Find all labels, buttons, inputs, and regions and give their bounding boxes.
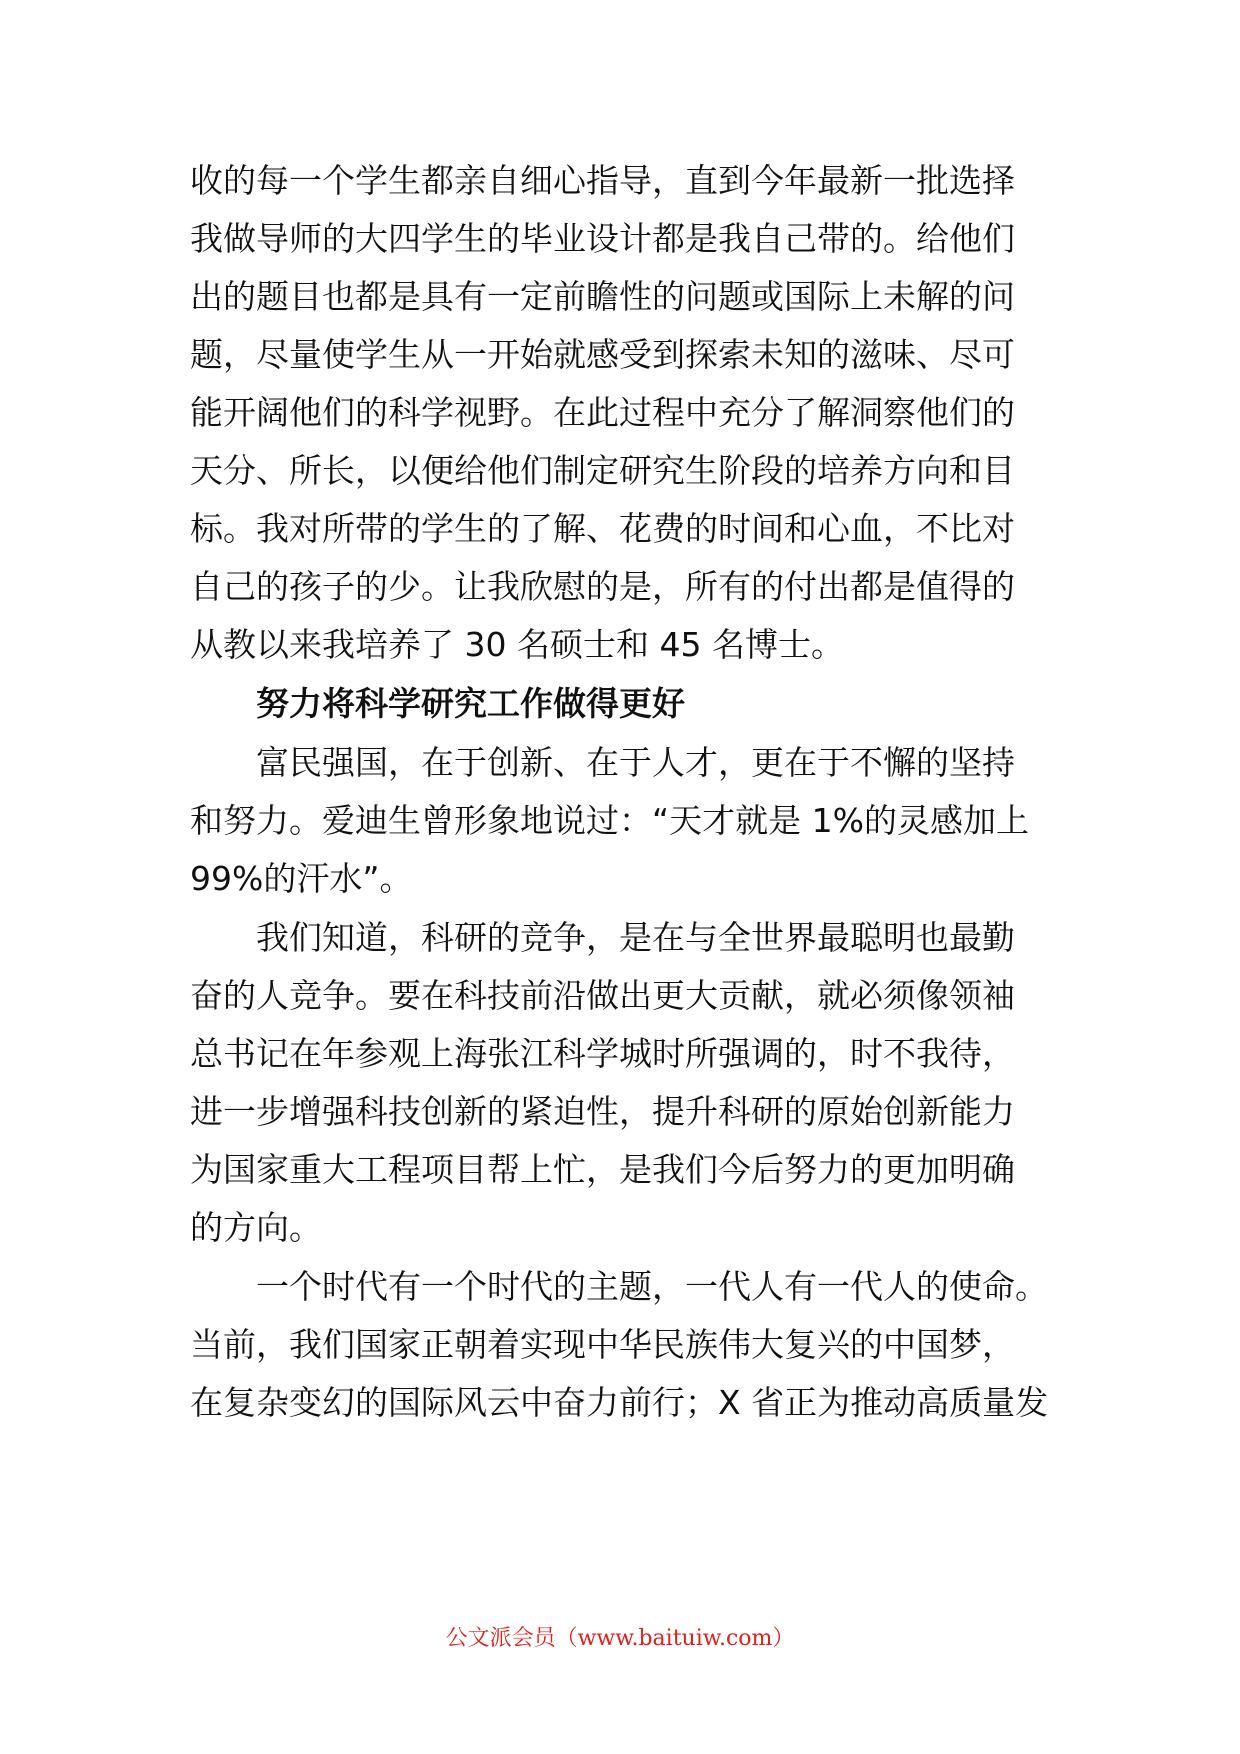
paragraph-line: 从教以来我培养了 30 名硕士和 45 名博士。	[190, 625, 844, 664]
paragraph-line: 在复杂变幻的国际风云中奋力前行；X 省正为推动高质量发	[190, 1383, 1049, 1422]
paragraph-line: 我做导师的大四学生的毕业设计都是我自己带的。给他们	[190, 219, 1015, 258]
paragraph-line: 总书记在年参观上海张江科学城时所强调的，时不我待，	[190, 1034, 1015, 1073]
paragraph-line: 当前，我们国家正朝着实现中华民族伟大复兴的中国梦，	[190, 1325, 1015, 1364]
paragraph-line: 出的题目也都是具有一定前瞻性的问题或国际上未解的问	[190, 277, 1015, 316]
paragraph-line: 收的每一个学生都亲自细心指导，直到今年最新一批选择	[190, 161, 1015, 200]
paragraph-line: 我们知道，科研的竞争，是在与全世界最聪明也最勤	[256, 918, 1015, 957]
footer-watermark: 公文派会员（www.baituiw.com）	[445, 1626, 795, 1651]
paragraph-line: 自己的孩子的少。让我欣慰的是，所有的付出都是值得的	[190, 567, 1015, 606]
paragraph-line: 为国家重大工程项目帮上忙，是我们今后努力的更加明确	[190, 1150, 1015, 1189]
paragraph-line: 99%的汗水”。	[190, 859, 413, 898]
paragraph-line: 富民强国，在于创新、在于人才，更在于不懈的坚持	[256, 743, 1015, 782]
paragraph-line: 能开阔他们的科学视野。在此过程中充分了解洞察他们的	[190, 393, 1015, 432]
paragraph-line: 一个时代有一个时代的主题，一代人有一代人的使命。	[256, 1267, 1048, 1306]
paragraph-line: 进一步增强科技创新的紧迫性，提升科研的原始创新能力	[190, 1092, 1015, 1131]
section-heading: 努力将科学研究工作做得更好	[256, 684, 685, 723]
paragraph-line: 天分、所长，以便给他们制定研究生阶段的培养方向和目	[190, 451, 1015, 490]
paragraph-line: 题，尽量使学生从一开始就感受到探索未知的滋味、尽可	[190, 335, 1015, 374]
paragraph-line: 标。我对所带的学生的了解、花费的时间和心血，不比对	[190, 509, 1015, 548]
paragraph-line: 的方向。	[190, 1208, 322, 1247]
paragraph-line: 和努力。爱迪生曾形象地说过：“天才就是 1%的灵感加上	[190, 801, 1029, 840]
paragraph-line: 奋的人竞争。要在科技前沿做出更大贡献，就必须像领袖	[190, 976, 1015, 1015]
